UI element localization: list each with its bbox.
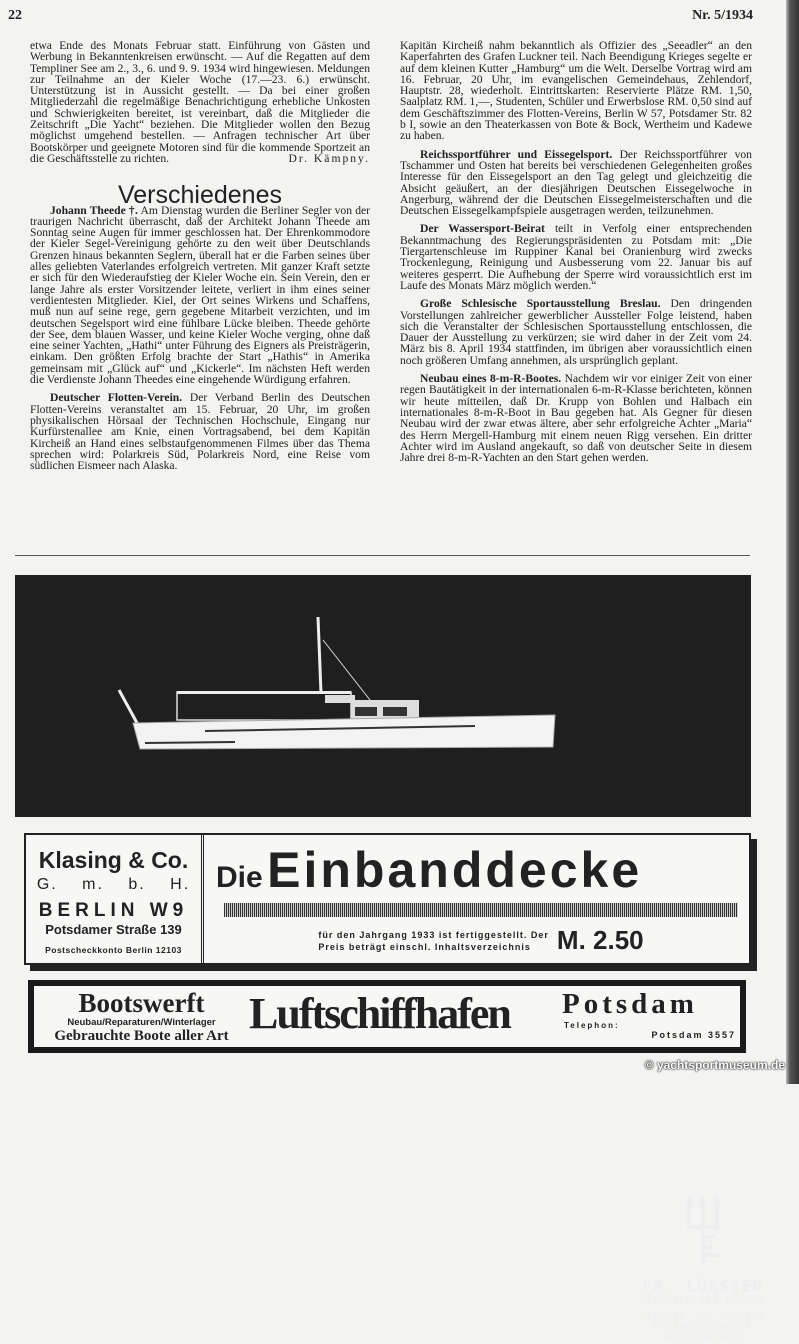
article-neubau bbox=[400, 373, 752, 463]
decorative-bar bbox=[224, 903, 738, 917]
article-breslau bbox=[400, 298, 752, 366]
club-notice-paragraph bbox=[30, 40, 370, 164]
signature: Dr. Kämpny. bbox=[288, 151, 370, 165]
article-body: Den dringenden Vorstellungen zahlreicher gewerblicher Aussteller Folge leistend, haben sich die Veranstalter der Schlesischen Sportausstellung entschlossen, die Dauer der Ausstellung zu verkürzen; sie wird daher in der Zeit vom 24. März bis 8. April 1934 stattfinden, im übrigen aber voraussichtlich einen noch größeren Umfang annehmen, als ursprünglich geplant. bbox=[400, 297, 752, 367]
page-number: 22 bbox=[8, 8, 22, 23]
publisher-city: BERLIN W9 bbox=[38, 900, 189, 921]
company-name: Luftschiffhafen bbox=[249, 989, 510, 1038]
article-theede bbox=[30, 205, 370, 386]
einbanddecke-block bbox=[216, 841, 746, 956]
article-body: Der Verband Berlin des Deutschen Flotten-Vereins veranstaltet am 15. Februar, 20 Uhr, im großen physikalischen Hörsaal der Technischen Hochschule, Eingang nur Kurfürstenallee am Knie, einen Vortragsabend, bei dem Kapitän Kircheiß an Hand eines selbstaufgenommenen Filmes über das Thema sprechen wird: Polarkreis Süd, Polarkreis Nord, eine Reise vom südlichen Eismeer nach Alaska. bbox=[30, 391, 371, 473]
article-continuation: Kapitän Kircheiß nahm bekanntlich als Offizier des „Seeadler“ an den Kaperfahrten des Grafen Luckner teil. Nach Beendigung Krieges segelte er auf dem kleinen Kutter „Hamburg“ um die Welt. Derselbe Vortrag wird am 16. Februar, 20 Uhr, im evangelischen Gemeindehaus, Zehlendorf, Hauptstr. 28, wiederholt. Eintrittskarten: Reservierte Plätze RM. 1,50, Saalplatz RM. 1,—, Studenten, Schüler und Erwerbslose RM. 0,50 sind auf dem Geschäftszimmer des Flotten-Vereins, Berlin W 57, Potsdamer Str. 82 b I, sowie an den Theaterkassen von Bote & Bock, Wertheim und Kadewe zu haben. bbox=[400, 39, 752, 143]
city: Potsdam bbox=[562, 988, 698, 1020]
article-title: Johann Theede †. bbox=[50, 203, 138, 217]
ad-title: Bootswerft bbox=[78, 988, 205, 1018]
description-line: Preis beträgt einschl. Inhaltsverzeichnis bbox=[318, 941, 531, 952]
divider bbox=[15, 555, 750, 556]
phone-label: Telephon: bbox=[564, 1021, 620, 1030]
company-form: G. m. b. H. bbox=[36, 876, 191, 893]
publisher-street: Potsdamer Straße 139 bbox=[45, 922, 182, 937]
title: Einbanddecke bbox=[267, 842, 643, 898]
used-boats: Gebrauchte Boote aller Art bbox=[54, 1028, 229, 1044]
luerssen-logo-block bbox=[633, 1195, 773, 1344]
article-eissegel bbox=[400, 149, 752, 217]
postal-account: Postscheckkonto Berlin 12103 bbox=[45, 945, 182, 955]
issue-number: Nr. 5/1934 bbox=[692, 8, 753, 23]
article-title: Reichssportführer und Eissegelsport. bbox=[420, 147, 613, 161]
slogan-line: DEUTSCHLANDS bbox=[663, 1333, 743, 1343]
title-prefix: Die bbox=[216, 861, 263, 894]
slogan-line: MOTORBOOTSWERFT bbox=[653, 1322, 753, 1332]
company-name: FR. LÜRSSEN bbox=[642, 1277, 764, 1295]
bootswerft-advertisement bbox=[28, 980, 746, 1053]
article-title: Neubau eines 8-m-R-Bootes. bbox=[420, 372, 562, 386]
left-column bbox=[30, 40, 370, 471]
club-notice-text: etwa Ende des Monats Februar statt. Einführung von Gästen und Werbung in Bekanntenkreisen erwünscht. — Auf die Regatten auf dem Templiner See am 2., 3., 6. und 9. 9. 1934 wird hingewiesen. Meldungen zur Teilnahme an der Kieler Woche (17.—23. 6.) erwünscht. Unterstützung ist in Aussicht gestellt. — Da bei einer großen Mitgliederzahl die regelmäßige Benachrichtigung erhebliche Unkosten und Schwierigkeiten bereitet, ist vereinbart, daß die Mitglieder die Zeitschrift „Die Yacht“ beziehen. Die Mitglieder wollen den Bezug möglichst umgehend bestellen. — Anfragen technischer Art über Bootskörper und geeignete Motoren sind für die kommende Sportzeit an die Geschäftsstelle zu richten. bbox=[30, 39, 370, 165]
article-body: teilt in Verfolg einer entsprechenden Bekanntmachung des Regierungspräsidenten zu Potsdam mit: „Die Tiergartenschleuse im Ruppiner Kanal bei Oranienburg wird zwecks Trockenlegung, Reinigung und Ausbesserung vom 22. Januar bis auf weiteres gesperrt. Die Aufhebung der Sperre wird voraussichtlich erst im Laufe des Monats März möglich werden.“ bbox=[400, 222, 752, 292]
article-title: Große Schlesische Sportausstellung Breslau. bbox=[420, 297, 661, 311]
article-body: Nachdem wir vor einiger Zeit von einer regen Bautätigkeit in der internationalen 6-m-R-Klasse berichteten, können wir heute mitteilen, daß Dr. Krupp von Bohlen und Halbach ein internationales 8-m-R-Boot in Bau gegeben hat. Als Gegner für diesen Neubau wird der zwar etwas ältere, aber sehr erfolgreiche Achter „Maria“ des Herrn Mergell-Hamburg mit einem neuen Rigg versehen. Ein dritter Achter wird im Ausland angekauft, so daß von deutscher Seite in diesem Jahre drei 8-m-R-Yachten an den Start gehen werden. bbox=[400, 372, 752, 465]
klasing-block bbox=[26, 835, 204, 963]
slogan-line: ÄLTESTE UND GRÖSSTE bbox=[640, 1311, 766, 1321]
article-body: Der Reichssportführer von Tschammer und Osten hat bereits bei verschiedenen Gelegenheiten großes Interesse für den Eissegelsport an den Tag gelegt und gleichzeitig die Absicht geäußert, an der diesjährigen Deutschen Eissegelwoche in Angerburg, während der die Deutschen Eissegelmeisterschaften und die Deutschen Eissegelkampfspiele ausgetragen werden, teilzunehmen. bbox=[400, 147, 752, 218]
right-column bbox=[400, 40, 752, 463]
watermark: © yachtsportmuseum.de bbox=[644, 1058, 785, 1072]
description-line: für den Jahrgang 1933 ist fertiggestellt. Der bbox=[318, 929, 549, 940]
trident-logo-icon bbox=[683, 1195, 723, 1263]
publisher-name: Klasing & Co. bbox=[38, 847, 189, 873]
book-binding-edge bbox=[786, 0, 799, 1084]
article-flotten-verein bbox=[30, 392, 370, 471]
phone-number: Potsdam 3557 bbox=[651, 1030, 736, 1040]
article-title: Der Wassersport-Beirat bbox=[420, 222, 545, 236]
services: Neubau/Reparaturen/Winterlager bbox=[67, 1017, 216, 1028]
article-wassersport bbox=[400, 223, 752, 291]
price: M. 2.50 bbox=[556, 925, 644, 955]
section-title: Verschiedenes bbox=[117, 181, 282, 210]
company-location: VEGESACK BEI BREMEN bbox=[640, 1295, 766, 1305]
motor-yacht-illustration bbox=[105, 605, 565, 765]
klasing-einbanddecke-advertisement bbox=[24, 833, 751, 965]
article-title: Deutscher Flotten-Verein. bbox=[50, 391, 183, 405]
article-body: Am Dienstag wurden die Berliner Segler von der traurigen Nachricht überrascht, daß der Architekt Johann Theede am Sonntag seine Augen für immer geschlossen hat. Der Ehrenkommodore der Kieler Segel-Vereinigung gehörte zu den weit über Deutschlands Grenzen hinaus bekannten Seglern, überall hat er die Farben seines über alles geliebten Vaterlandes erfolgreich vertreten. Mit ganzer Kraft setzte er sich für den Wiederaufstieg der Kieler Woche ein. Sein Verein, den er lange Jahre als erster Vorsitzender leitete, verliert in ihm eines seiner verdientesten Mitglieder. Kiel, der Ort seines Wirkens und Schaffens, muß nun auf seine rege, gern gegebene Mitarbeit verzichten, und im deutschen Segelsport wird eine fühlbare Lücke bleiben. Theede gehörte der See, dem blauen Wasser, und keine Kieler Woche verging, ohne daß eine seiner Yachten, „Hathi“ unter Führung des Eigners als Preisträgerin, einkam. Den größten Erfolg brachte der Start „Hathis“ in Amerika gemeinsam mit „Glück auf“ und „Kickerle“. Im nächsten Heft werden die Verdienste Johann Theedes eine eingehende Würdigung erfahren. bbox=[30, 203, 370, 387]
